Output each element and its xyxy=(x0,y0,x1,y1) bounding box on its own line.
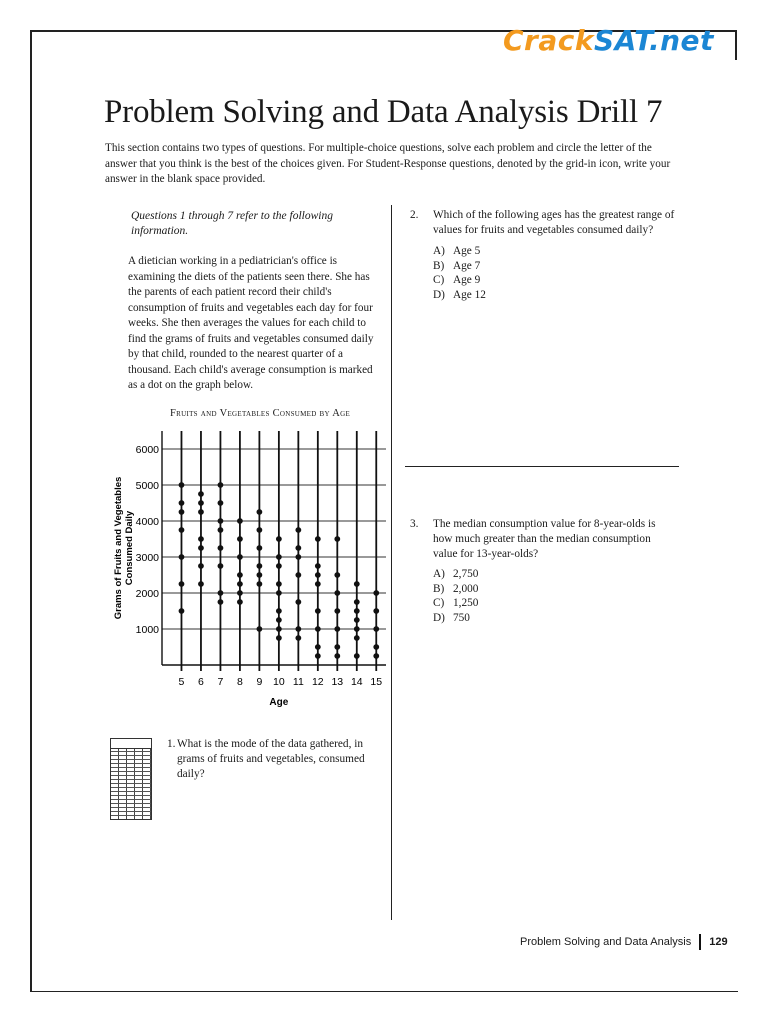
cracksat-logo xyxy=(503,24,714,57)
data-point xyxy=(276,563,282,569)
left-rule xyxy=(30,30,32,992)
data-point xyxy=(354,653,360,659)
question-2-options xyxy=(433,244,486,302)
data-point xyxy=(334,536,340,542)
option-letter: C) xyxy=(433,274,445,286)
option-text: 2,000 xyxy=(453,582,479,595)
q3-option-2[interactable] xyxy=(433,596,478,611)
question-3 xyxy=(410,517,685,637)
data-point xyxy=(218,545,224,551)
data-point xyxy=(218,599,224,605)
question-1 xyxy=(167,737,377,787)
data-point xyxy=(295,572,301,578)
option-text: 750 xyxy=(453,611,470,624)
y-tick-label: 6000 xyxy=(135,444,159,456)
x-tick-label: 15 xyxy=(370,676,383,688)
option-text: Age 12 xyxy=(453,288,486,301)
data-point xyxy=(276,554,282,560)
option-letter: A) xyxy=(433,245,445,257)
data-point xyxy=(218,482,224,488)
data-point xyxy=(354,635,360,641)
section-instructions: This section contains two types of questions. For multiple-choice questions, solve each problem and circle the letter of the answer that you think is the best of the choices given. For Student-Response questions, denoted by the grid-in icon, write your answer in the blank space provided. xyxy=(105,142,671,185)
data-point xyxy=(334,590,340,596)
data-point xyxy=(256,545,262,551)
data-point xyxy=(198,500,204,506)
q3-option-3[interactable] xyxy=(433,611,478,626)
option-text: 2,750 xyxy=(453,568,479,580)
option-letter: A) xyxy=(433,568,445,580)
data-point xyxy=(334,608,340,614)
data-point xyxy=(373,590,379,596)
question-2-number: 2. xyxy=(410,209,419,221)
data-point xyxy=(334,653,340,659)
question-2 xyxy=(410,208,685,308)
data-point xyxy=(256,563,262,569)
option-text: 1,250 xyxy=(453,597,479,609)
data-point xyxy=(276,635,282,641)
x-tick-label: 14 xyxy=(350,676,363,688)
data-point xyxy=(295,527,301,533)
data-point xyxy=(334,644,340,650)
data-point xyxy=(295,545,301,551)
data-point xyxy=(198,536,204,542)
bottom-rule xyxy=(30,991,738,992)
data-point xyxy=(179,500,185,506)
data-point xyxy=(334,572,340,578)
logo-part2: SAT.net xyxy=(593,24,714,57)
data-point xyxy=(198,545,204,551)
data-point xyxy=(315,644,321,650)
data-point xyxy=(295,554,301,560)
y-axis-label: Grams of Fruits and Vegetables xyxy=(113,476,124,620)
q3-option-1[interactable] xyxy=(433,582,478,597)
data-point xyxy=(295,635,301,641)
option-text: Age 7 xyxy=(453,259,481,272)
x-tick-label: 7 xyxy=(217,676,224,688)
data-point xyxy=(256,581,262,587)
data-point xyxy=(276,608,282,614)
y-tick-label: 5000 xyxy=(135,480,159,492)
data-point xyxy=(354,608,360,614)
data-point xyxy=(198,581,204,587)
option-letter: B) xyxy=(433,582,445,595)
data-point xyxy=(315,563,321,569)
logo-part1: Crack xyxy=(503,24,594,57)
data-point xyxy=(256,572,262,578)
x-tick-label: 13 xyxy=(331,676,344,688)
data-point xyxy=(218,500,224,506)
x-axis-label: Age xyxy=(269,697,289,708)
page-number: 129 xyxy=(709,936,728,948)
data-point xyxy=(315,581,321,587)
question-3-stem: The median consumption value for 8-year-olds is how much greater than the median consumption value for 13-year-olds? xyxy=(433,518,656,560)
y-axis-label-line2: Consumed Daily xyxy=(124,510,135,586)
option-text: Age 9 xyxy=(453,274,481,286)
question-set-note: Questions 1 through 7 refer to the following information. xyxy=(131,210,333,237)
scatter-chart xyxy=(100,425,390,715)
data-point xyxy=(237,599,243,605)
x-tick-label: 11 xyxy=(292,676,304,688)
page-title: Problem Solving and Data Analysis Drill 7 xyxy=(104,94,663,130)
data-point xyxy=(276,617,282,623)
question-3-options xyxy=(433,567,478,625)
data-point xyxy=(237,536,243,542)
passage-text: A dietician working in a pediatrician's office is examining the diets of the patients seen there. She has the parents of each patient record their child's consumption of fruits and vegetables each day for four weeks. She then averages the values for each child to find the grams of fruits and vegetables consumed daily by that child, rounded to the nearest quarter of a thousand. Each child's average consumption is marked as a dot on the graph below. xyxy=(128,255,374,391)
data-point xyxy=(256,509,262,515)
question-3-number: 3. xyxy=(410,518,419,530)
option-letter: D) xyxy=(433,288,445,301)
option-letter: C) xyxy=(433,597,445,609)
q2-option-3[interactable] xyxy=(433,288,486,303)
data-point xyxy=(315,536,321,542)
q3-option-0[interactable] xyxy=(433,567,478,582)
data-point xyxy=(354,617,360,623)
data-point xyxy=(315,626,321,632)
data-point xyxy=(373,644,379,650)
data-point xyxy=(295,626,301,632)
option-text: Age 5 xyxy=(453,245,481,257)
data-point xyxy=(373,653,379,659)
x-tick-label: 6 xyxy=(198,676,204,688)
data-point xyxy=(237,581,243,587)
data-point xyxy=(179,554,185,560)
data-point xyxy=(334,626,340,632)
data-point xyxy=(179,482,185,488)
data-point xyxy=(179,527,185,533)
x-tick-label: 10 xyxy=(273,676,285,688)
data-point xyxy=(373,626,379,632)
data-point xyxy=(218,518,224,524)
data-point xyxy=(276,536,282,542)
question-1-number: 1. xyxy=(167,738,176,750)
question-divider xyxy=(405,466,679,467)
data-point xyxy=(237,590,243,596)
y-tick-label: 1000 xyxy=(135,624,159,636)
x-tick-label: 12 xyxy=(311,676,324,688)
footer-divider xyxy=(699,934,701,950)
grid-in-icon xyxy=(110,738,152,820)
data-point xyxy=(315,572,321,578)
data-point xyxy=(315,608,321,614)
data-point xyxy=(237,554,243,560)
data-point xyxy=(276,581,282,587)
data-point xyxy=(179,509,185,515)
data-point xyxy=(373,608,379,614)
y-tick-label: 2000 xyxy=(135,588,159,600)
data-point xyxy=(315,653,321,659)
data-point xyxy=(237,518,243,524)
data-point xyxy=(256,626,262,632)
q2-option-2[interactable] xyxy=(433,273,486,288)
data-point xyxy=(256,527,262,533)
x-tick-label: 5 xyxy=(178,676,185,688)
y-tick-label: 3000 xyxy=(135,552,159,564)
question-1-stem: What is the mode of the data gathered, in grams of fruits and vegetables, consumed daily? xyxy=(177,738,365,780)
data-point xyxy=(276,590,282,596)
data-point xyxy=(237,572,243,578)
data-point xyxy=(179,581,185,587)
data-point xyxy=(276,626,282,632)
data-point xyxy=(198,491,204,497)
chart-title: Fruits and Vegetables Consumed by Age xyxy=(170,408,351,419)
data-point xyxy=(198,509,204,515)
q2-option-1[interactable] xyxy=(433,259,486,274)
footer-section: Problem Solving and Data Analysis xyxy=(520,936,692,948)
data-point xyxy=(218,590,224,596)
data-point xyxy=(354,581,360,587)
data-point xyxy=(354,599,360,605)
option-letter: B) xyxy=(433,259,445,272)
page-footer xyxy=(520,934,728,950)
data-point xyxy=(179,608,185,614)
data-point xyxy=(218,527,224,533)
data-point xyxy=(218,563,224,569)
data-point xyxy=(295,599,301,605)
right-rule xyxy=(735,30,737,60)
x-tick-label: 9 xyxy=(256,676,263,688)
question-2-stem: Which of the following ages has the greatest range of values for fruits and vegetables consumed daily? xyxy=(433,209,675,236)
x-tick-label: 8 xyxy=(236,676,243,688)
data-point xyxy=(198,563,204,569)
data-point xyxy=(354,626,360,632)
y-tick-label: 4000 xyxy=(135,516,159,528)
column-divider xyxy=(391,205,392,920)
option-letter: D) xyxy=(433,611,445,624)
q2-option-0[interactable] xyxy=(433,244,486,259)
